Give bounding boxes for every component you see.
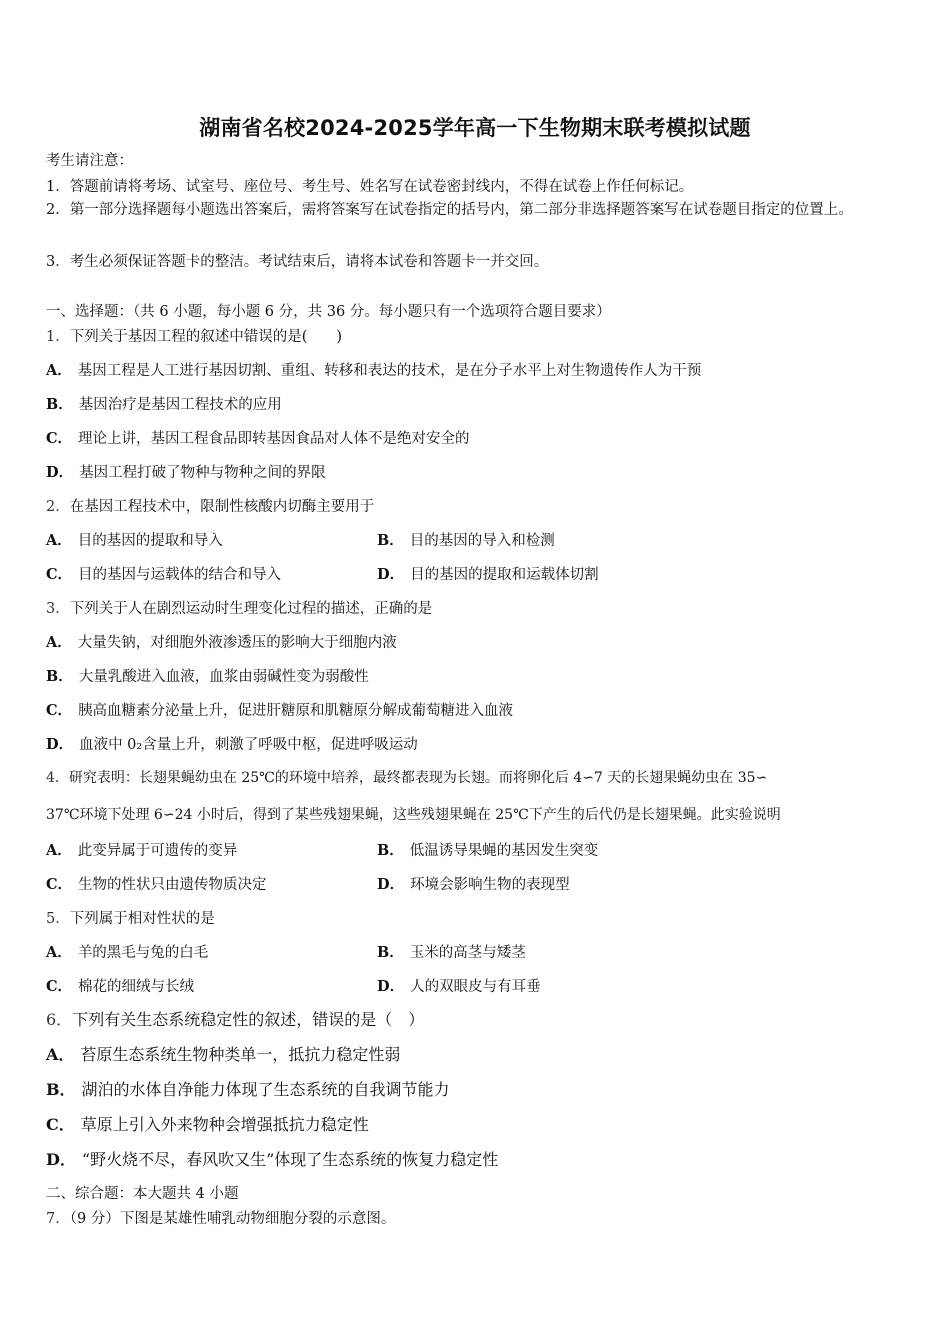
- option-key: C．: [46, 876, 73, 893]
- question-text: 下列有关生态系统稳定性的叙述，错误的是（ ）: [72, 1010, 425, 1029]
- notice-item-1: 1．答题前请将考场、试室号、座位号、考生号、姓名写在试卷密封线内，不得在试卷上作任何标记。: [46, 179, 694, 195]
- option-text: 湖泊的水体自净能力体现了生态系统的自我调节能力: [81, 1080, 450, 1099]
- option-5d: [377, 977, 541, 997]
- option-text: 人的双眼皮与有耳垂: [410, 979, 541, 995]
- option-text: 理论上讲，基因工程食品即转基因食品对人体不是绝对安全的: [78, 431, 470, 447]
- question-5-stem: [46, 909, 215, 929]
- option-key: B．: [46, 668, 73, 685]
- question-number: 2．: [46, 499, 70, 515]
- section2-heading: 二、综合题：本大题共 4 小题: [46, 1186, 239, 1202]
- option-4a: [46, 841, 237, 861]
- option-key: B．: [377, 944, 404, 961]
- question-2-stem: [46, 497, 374, 517]
- option-key: D．: [377, 978, 405, 995]
- option-4d: [377, 875, 570, 895]
- option-text: 基因治疗是基因工程技术的应用: [78, 397, 282, 413]
- option-3d: [46, 735, 418, 755]
- option-key: D．: [46, 464, 74, 481]
- notice-heading: 考生请注意：: [46, 153, 133, 169]
- question-number: 4．: [46, 770, 69, 786]
- option-text: 基因工程是人工进行基因切割、重组、转移和表达的技术，是在分子水平上对生物遗传作人为干预: [77, 363, 702, 379]
- option-key: A．: [46, 944, 72, 961]
- option-text: 基因工程打破了物种与物种之间的界限: [79, 465, 326, 481]
- option-text: 胰高血糖素分泌量上升，促进肝糖原和肌糖原分解成葡萄糖进入血液: [78, 703, 514, 719]
- question-number: 3．: [46, 601, 70, 617]
- question-text: 在基因工程技术中，限制性核酸内切酶主要用于: [69, 499, 375, 515]
- option-key: C．: [46, 566, 73, 583]
- option-4b: [377, 841, 598, 861]
- option-text: 目的基因的提取和导入: [77, 533, 223, 549]
- section1-heading: 一、选择题：（共 6 小题，每小题 6 分，共 36 分。每小题只有一个选项符合题目要求）: [46, 304, 611, 320]
- question-number: 1．: [46, 329, 70, 345]
- question-number: 5．: [46, 911, 70, 927]
- option-1a: [46, 361, 701, 381]
- option-key: C．: [46, 978, 73, 995]
- option-key: B．: [377, 532, 404, 549]
- option-text: 大量乳酸进入血液，血浆由弱碱性变为弱酸性: [78, 669, 369, 685]
- option-5a: [46, 943, 208, 963]
- question-7-stem: [46, 1209, 395, 1229]
- question-text: 研究表明：长翅果蝇幼虫在 25℃的环境中培养，最终都表现为长翅。而将卵化后 4∽7 天的长翅果蝇幼虫在 35∽: [68, 770, 768, 786]
- question-1-stem: [46, 327, 342, 347]
- question-3-stem: [46, 599, 432, 619]
- option-key: A．: [46, 842, 72, 859]
- question-text: 下列属于相对性状的是: [69, 911, 215, 927]
- page-title: 湖南省名校2024-2025学年高一下生物期末联考模拟试题: [199, 116, 751, 140]
- option-2b: [377, 531, 555, 551]
- option-key: D．: [46, 736, 74, 753]
- option-1c: [46, 429, 470, 449]
- question-text: 下列关于基因工程的叙述中错误的是( ): [69, 329, 343, 345]
- option-key: D．: [377, 876, 405, 893]
- option-1d: [46, 463, 326, 483]
- option-6d: [46, 1150, 498, 1170]
- question-number: 7．: [46, 1211, 70, 1227]
- option-key: D．: [46, 1150, 76, 1169]
- option-key: B．: [46, 396, 73, 413]
- option-text: 目的基因的导入和检测: [409, 533, 555, 549]
- option-6c: [46, 1115, 369, 1135]
- option-key: A．: [46, 362, 72, 379]
- option-text: 苔原生态系统生物种类单一，抵抗力稳定性弱: [80, 1045, 401, 1064]
- question-4-stem-line1: [46, 768, 767, 788]
- notice-item-3: 3．考生必须保证答题卡的整洁。考试结束后，请将本试卷和答题卡一并交回。: [46, 254, 549, 270]
- option-4c: [46, 875, 267, 895]
- option-text: 棉花的细绒与长绒: [78, 979, 195, 995]
- option-key: B．: [377, 842, 404, 859]
- option-2c: [46, 565, 281, 585]
- question-number: 6．: [46, 1010, 73, 1029]
- option-key: C．: [46, 1115, 75, 1134]
- option-3a: [46, 633, 397, 653]
- option-6a: [46, 1045, 400, 1065]
- option-5b: [377, 943, 526, 963]
- option-text: 羊的黑毛与兔的白毛: [77, 945, 209, 961]
- option-3c: [46, 701, 513, 721]
- option-6b: [46, 1080, 450, 1100]
- question-text: （9 分）下图是某雄性哺乳动物细胞分裂的示意图。: [69, 1211, 396, 1227]
- option-text: 此变异属于可遗传的变异: [77, 843, 238, 859]
- option-text: “野火烧不尽，春风吹又生”体现了生态系统的恢复力稳定性: [81, 1150, 499, 1169]
- notice-item-2: 2．第一部分选择题每小题选出答案后，需将答案写在试卷指定的括号内，第二部分非选择题答案写在试卷题目指定的位置上。: [46, 202, 853, 218]
- question-4-stem-line2: 37℃环境下处理 6∽24 小时后，得到了某些残翅果蝇，这些残翅果蝇在 25℃下产生的后代仍是长翅果蝇。此实验说明: [46, 807, 781, 823]
- option-key: A．: [46, 634, 72, 651]
- option-key: C．: [46, 430, 73, 447]
- option-2a: [46, 531, 223, 551]
- option-5c: [46, 977, 194, 997]
- option-text: 目的基因与运载体的结合和导入: [78, 567, 282, 583]
- question-6-stem: [46, 1010, 424, 1030]
- option-2d: [377, 565, 599, 585]
- option-text: 玉米的高茎与矮茎: [409, 945, 526, 961]
- option-1b: [46, 395, 282, 415]
- option-text: 环境会影响生物的表现型: [410, 877, 570, 893]
- question-text: 下列关于人在剧烈运动时生理变化过程的描述，正确的是: [69, 601, 433, 617]
- option-text: 大量失钠，对细胞外液渗透压的影响大于细胞内液: [77, 635, 397, 651]
- option-text: 血液中 0₂含量上升，刺激了呼吸中枢，促进呼吸运动: [79, 737, 418, 753]
- option-key: D．: [377, 566, 405, 583]
- option-key: A．: [46, 532, 72, 549]
- option-text: 草原上引入外来物种会增强抵抗力稳定性: [80, 1115, 369, 1134]
- option-key: A．: [46, 1045, 75, 1064]
- option-3b: [46, 667, 369, 687]
- option-text: 生物的性状只由遗传物质决定: [78, 877, 267, 893]
- option-text: 目的基因的提取和运载体切割: [410, 567, 599, 583]
- option-text: 低温诱导果蝇的基因发生突变: [409, 843, 599, 859]
- option-key: C．: [46, 702, 73, 719]
- option-key: B．: [46, 1080, 76, 1099]
